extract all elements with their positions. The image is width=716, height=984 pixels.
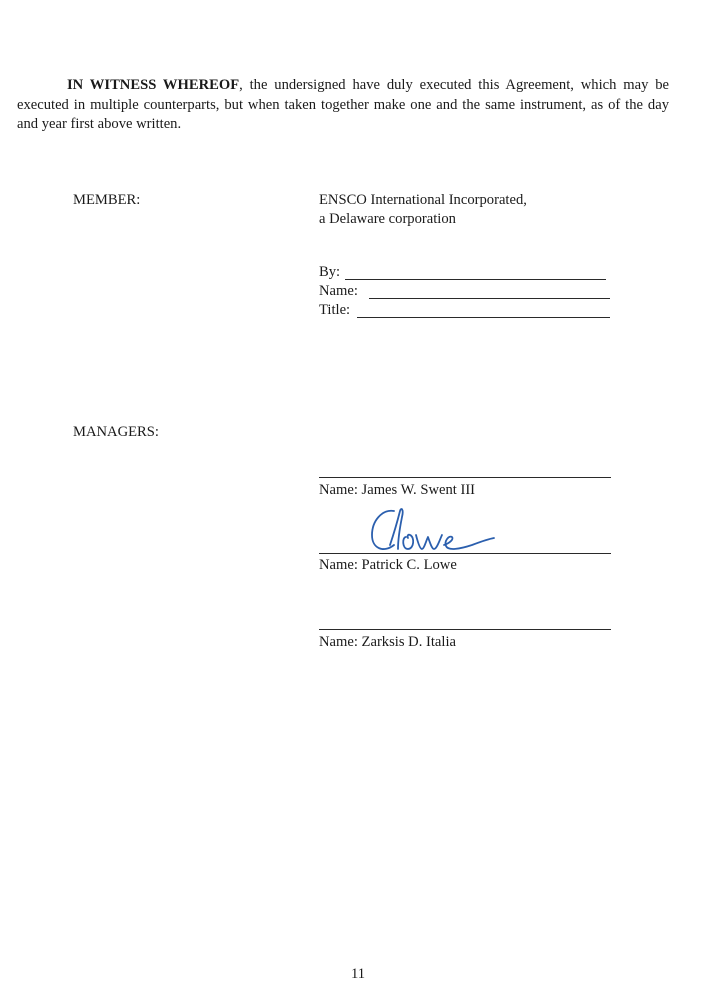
member-name-label: Name: <box>319 283 358 299</box>
manager-signature-line <box>319 629 611 630</box>
member-entity-type: a Delaware corporation <box>319 211 456 227</box>
member-name-line <box>369 298 610 299</box>
signature-strokes <box>372 509 494 549</box>
member-title-label: Title: <box>319 302 351 318</box>
witness-paragraph <box>17 76 669 135</box>
witness-lead: IN WITNESS WHEREOF <box>67 77 240 93</box>
manager-name: Name: Patrick C. Lowe <box>319 557 457 573</box>
member-label: MEMBER: <box>73 192 141 208</box>
manager-signature-line <box>319 477 611 478</box>
member-by-label: By: <box>319 264 341 280</box>
handwritten-signature <box>360 505 500 557</box>
manager-signature-line <box>319 553 611 554</box>
member-by-line <box>345 279 606 280</box>
managers-label: MANAGERS: <box>73 424 159 440</box>
manager-name: Name: Zarksis D. Italia <box>319 634 456 650</box>
manager-name: Name: James W. Swent III <box>319 482 476 498</box>
witness-body: , the undersigned have duly executed this Agreement, which may be executed in multiple counterparts, but when taken together make one and the same instrument, as of the day and year first above written. <box>17 77 670 132</box>
member-title-line <box>357 317 610 318</box>
member-entity-name: ENSCO International Incorporated, <box>319 192 527 208</box>
page-number: 11 <box>350 966 366 982</box>
